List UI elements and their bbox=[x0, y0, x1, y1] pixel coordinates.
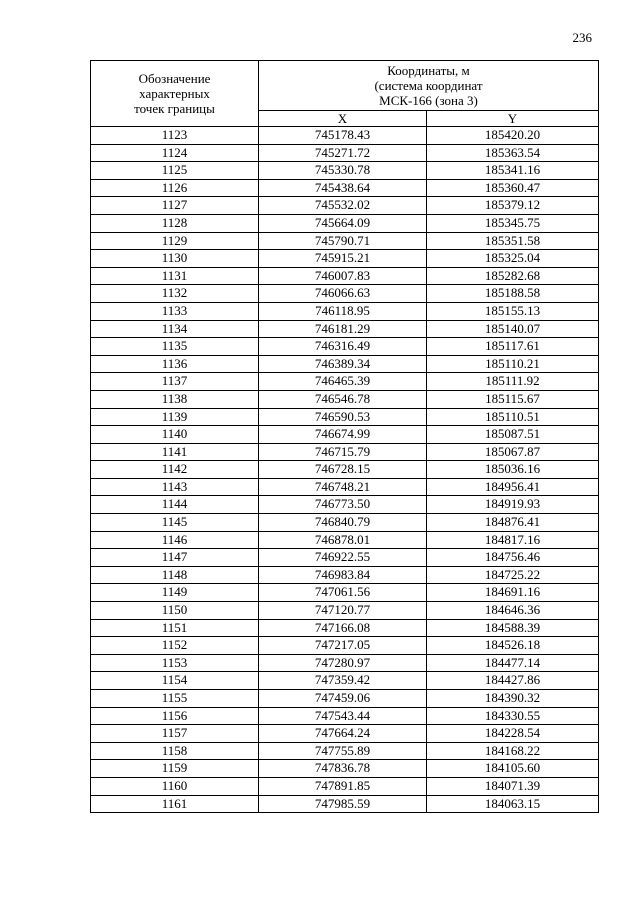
point-id-cell: 1127 bbox=[91, 197, 259, 215]
y-coordinate-cell: 185360.47 bbox=[427, 179, 599, 197]
table-row bbox=[91, 566, 599, 584]
x-coordinate-cell: 747120.77 bbox=[259, 602, 427, 620]
table-row bbox=[91, 426, 599, 444]
point-id-cell: 1132 bbox=[91, 285, 259, 303]
point-id-cell: 1139 bbox=[91, 408, 259, 426]
y-coordinate-cell: 184477.14 bbox=[427, 654, 599, 672]
page-number: 236 bbox=[572, 30, 592, 45]
x-coordinate-cell: 747217.05 bbox=[259, 637, 427, 655]
y-coordinate-cell: 185110.21 bbox=[427, 355, 599, 373]
table-row bbox=[91, 267, 599, 285]
y-coordinate-cell: 184526.18 bbox=[427, 637, 599, 655]
point-id-cell: 1158 bbox=[91, 742, 259, 760]
x-coordinate-cell: 747891.85 bbox=[259, 777, 427, 795]
x-coordinate-cell: 747359.42 bbox=[259, 672, 427, 690]
table-row bbox=[91, 654, 599, 672]
point-id-cell: 1156 bbox=[91, 707, 259, 725]
x-coordinate-cell: 746546.78 bbox=[259, 390, 427, 408]
point-id-cell: 1136 bbox=[91, 355, 259, 373]
x-coordinate-cell: 747061.56 bbox=[259, 584, 427, 602]
x-coordinate-cell: 747755.89 bbox=[259, 742, 427, 760]
point-id-cell: 1145 bbox=[91, 514, 259, 532]
point-id-cell: 1125 bbox=[91, 162, 259, 180]
y-coordinate-cell: 185379.12 bbox=[427, 197, 599, 215]
x-coordinate-cell: 746181.29 bbox=[259, 320, 427, 338]
x-coordinate-cell: 745790.71 bbox=[259, 232, 427, 250]
x-coordinate-cell: 746465.39 bbox=[259, 373, 427, 391]
point-id-cell: 1123 bbox=[91, 127, 259, 145]
table-row bbox=[91, 619, 599, 637]
x-coordinate-cell: 747664.24 bbox=[259, 725, 427, 743]
x-coordinate-cell: 747459.06 bbox=[259, 690, 427, 708]
y-coordinate-cell: 184427.86 bbox=[427, 672, 599, 690]
x-coordinate-cell: 745330.78 bbox=[259, 162, 427, 180]
y-coordinate-cell: 185115.67 bbox=[427, 390, 599, 408]
table-row bbox=[91, 127, 599, 145]
point-id-cell: 1134 bbox=[91, 320, 259, 338]
x-coordinate-cell: 745664.09 bbox=[259, 214, 427, 232]
y-coordinate-cell: 185087.51 bbox=[427, 426, 599, 444]
x-coordinate-cell: 746748.21 bbox=[259, 478, 427, 496]
x-coordinate-cell: 745178.43 bbox=[259, 127, 427, 145]
x-coordinate-cell: 746316.49 bbox=[259, 338, 427, 356]
y-coordinate-cell: 185351.58 bbox=[427, 232, 599, 250]
point-id-cell: 1128 bbox=[91, 214, 259, 232]
x-coordinate-cell: 746983.84 bbox=[259, 566, 427, 584]
y-coordinate-cell: 184105.60 bbox=[427, 760, 599, 778]
header-y: Y bbox=[427, 111, 599, 127]
y-coordinate-cell: 185188.58 bbox=[427, 285, 599, 303]
table-row bbox=[91, 162, 599, 180]
y-coordinate-cell: 185117.61 bbox=[427, 338, 599, 356]
point-id-cell: 1141 bbox=[91, 443, 259, 461]
table-row bbox=[91, 214, 599, 232]
x-coordinate-cell: 745271.72 bbox=[259, 144, 427, 162]
y-coordinate-cell: 184071.39 bbox=[427, 777, 599, 795]
point-id-cell: 1124 bbox=[91, 144, 259, 162]
x-coordinate-cell: 746389.34 bbox=[259, 355, 427, 373]
header-point-designation: Обозначение характерных точек границы bbox=[91, 61, 259, 127]
y-coordinate-cell: 184919.93 bbox=[427, 496, 599, 514]
coordinates-table bbox=[90, 60, 599, 813]
table-row bbox=[91, 514, 599, 532]
table-row bbox=[91, 461, 599, 479]
point-id-cell: 1160 bbox=[91, 777, 259, 795]
point-id-cell: 1148 bbox=[91, 566, 259, 584]
y-coordinate-cell: 184817.16 bbox=[427, 531, 599, 549]
x-coordinate-cell: 746840.79 bbox=[259, 514, 427, 532]
header-x: X bbox=[259, 111, 427, 127]
table-row bbox=[91, 707, 599, 725]
x-coordinate-cell: 747543.44 bbox=[259, 707, 427, 725]
point-id-cell: 1149 bbox=[91, 584, 259, 602]
x-coordinate-cell: 746715.79 bbox=[259, 443, 427, 461]
point-id-cell: 1131 bbox=[91, 267, 259, 285]
table-row bbox=[91, 760, 599, 778]
y-coordinate-cell: 185341.16 bbox=[427, 162, 599, 180]
y-coordinate-cell: 184725.22 bbox=[427, 566, 599, 584]
y-coordinate-cell: 185325.04 bbox=[427, 250, 599, 268]
table-row bbox=[91, 602, 599, 620]
table-row bbox=[91, 443, 599, 461]
point-id-cell: 1147 bbox=[91, 549, 259, 567]
x-coordinate-cell: 746674.99 bbox=[259, 426, 427, 444]
point-id-cell: 1151 bbox=[91, 619, 259, 637]
point-id-cell: 1159 bbox=[91, 760, 259, 778]
y-coordinate-cell: 184756.46 bbox=[427, 549, 599, 567]
table-row bbox=[91, 320, 599, 338]
point-id-cell: 1130 bbox=[91, 250, 259, 268]
y-coordinate-cell: 185345.75 bbox=[427, 214, 599, 232]
table-row bbox=[91, 302, 599, 320]
point-id-cell: 1155 bbox=[91, 690, 259, 708]
point-id-cell: 1150 bbox=[91, 602, 259, 620]
table-row bbox=[91, 285, 599, 303]
x-coordinate-cell: 747280.97 bbox=[259, 654, 427, 672]
x-coordinate-cell: 746590.53 bbox=[259, 408, 427, 426]
y-coordinate-cell: 184876.41 bbox=[427, 514, 599, 532]
table-row bbox=[91, 725, 599, 743]
point-id-cell: 1154 bbox=[91, 672, 259, 690]
table-row bbox=[91, 408, 599, 426]
point-id-cell: 1138 bbox=[91, 390, 259, 408]
point-id-cell: 1126 bbox=[91, 179, 259, 197]
y-coordinate-cell: 184063.15 bbox=[427, 795, 599, 813]
x-coordinate-cell: 745915.21 bbox=[259, 250, 427, 268]
x-coordinate-cell: 746118.95 bbox=[259, 302, 427, 320]
x-coordinate-cell: 746878.01 bbox=[259, 531, 427, 549]
x-coordinate-cell: 746728.15 bbox=[259, 461, 427, 479]
table-row bbox=[91, 179, 599, 197]
table-row bbox=[91, 373, 599, 391]
y-coordinate-cell: 184588.39 bbox=[427, 619, 599, 637]
y-coordinate-cell: 184330.55 bbox=[427, 707, 599, 725]
y-coordinate-cell: 185111.92 bbox=[427, 373, 599, 391]
table-row bbox=[91, 355, 599, 373]
point-id-cell: 1144 bbox=[91, 496, 259, 514]
point-id-cell: 1161 bbox=[91, 795, 259, 813]
point-id-cell: 1153 bbox=[91, 654, 259, 672]
point-id-cell: 1137 bbox=[91, 373, 259, 391]
y-coordinate-cell: 184228.54 bbox=[427, 725, 599, 743]
x-coordinate-cell: 747836.78 bbox=[259, 760, 427, 778]
point-id-cell: 1146 bbox=[91, 531, 259, 549]
point-id-cell: 1135 bbox=[91, 338, 259, 356]
y-coordinate-cell: 184691.16 bbox=[427, 584, 599, 602]
y-coordinate-cell: 185420.20 bbox=[427, 127, 599, 145]
table-row bbox=[91, 250, 599, 268]
x-coordinate-cell: 747985.59 bbox=[259, 795, 427, 813]
x-coordinate-cell: 746066.63 bbox=[259, 285, 427, 303]
y-coordinate-cell: 185067.87 bbox=[427, 443, 599, 461]
table-row bbox=[91, 672, 599, 690]
y-coordinate-cell: 184390.32 bbox=[427, 690, 599, 708]
table-row bbox=[91, 549, 599, 567]
table-row bbox=[91, 197, 599, 215]
table-body bbox=[91, 127, 599, 813]
y-coordinate-cell: 184168.22 bbox=[427, 742, 599, 760]
y-coordinate-cell: 185036.16 bbox=[427, 461, 599, 479]
y-coordinate-cell: 184646.36 bbox=[427, 602, 599, 620]
table-row bbox=[91, 742, 599, 760]
point-id-cell: 1129 bbox=[91, 232, 259, 250]
x-coordinate-cell: 746922.55 bbox=[259, 549, 427, 567]
table-row bbox=[91, 637, 599, 655]
y-coordinate-cell: 185363.54 bbox=[427, 144, 599, 162]
table-row bbox=[91, 584, 599, 602]
table-row bbox=[91, 144, 599, 162]
point-id-cell: 1152 bbox=[91, 637, 259, 655]
x-coordinate-cell: 745438.64 bbox=[259, 179, 427, 197]
table-row bbox=[91, 690, 599, 708]
table-row bbox=[91, 531, 599, 549]
y-coordinate-cell: 185282.68 bbox=[427, 267, 599, 285]
table-row bbox=[91, 795, 599, 813]
table-row bbox=[91, 338, 599, 356]
header-coordinates: Координаты, м (система координат МСК-166 (зона 3) bbox=[259, 61, 599, 111]
table-row bbox=[91, 390, 599, 408]
y-coordinate-cell: 185110.51 bbox=[427, 408, 599, 426]
x-coordinate-cell: 746773.50 bbox=[259, 496, 427, 514]
point-id-cell: 1143 bbox=[91, 478, 259, 496]
table-header bbox=[91, 61, 599, 127]
point-id-cell: 1157 bbox=[91, 725, 259, 743]
point-id-cell: 1133 bbox=[91, 302, 259, 320]
x-coordinate-cell: 746007.83 bbox=[259, 267, 427, 285]
point-id-cell: 1140 bbox=[91, 426, 259, 444]
x-coordinate-cell: 747166.08 bbox=[259, 619, 427, 637]
y-coordinate-cell: 185140.07 bbox=[427, 320, 599, 338]
y-coordinate-cell: 185155.13 bbox=[427, 302, 599, 320]
y-coordinate-cell: 184956.41 bbox=[427, 478, 599, 496]
point-id-cell: 1142 bbox=[91, 461, 259, 479]
table-row bbox=[91, 777, 599, 795]
x-coordinate-cell: 745532.02 bbox=[259, 197, 427, 215]
table-row bbox=[91, 478, 599, 496]
table-header-row bbox=[91, 61, 599, 111]
table-row bbox=[91, 232, 599, 250]
table-row bbox=[91, 496, 599, 514]
